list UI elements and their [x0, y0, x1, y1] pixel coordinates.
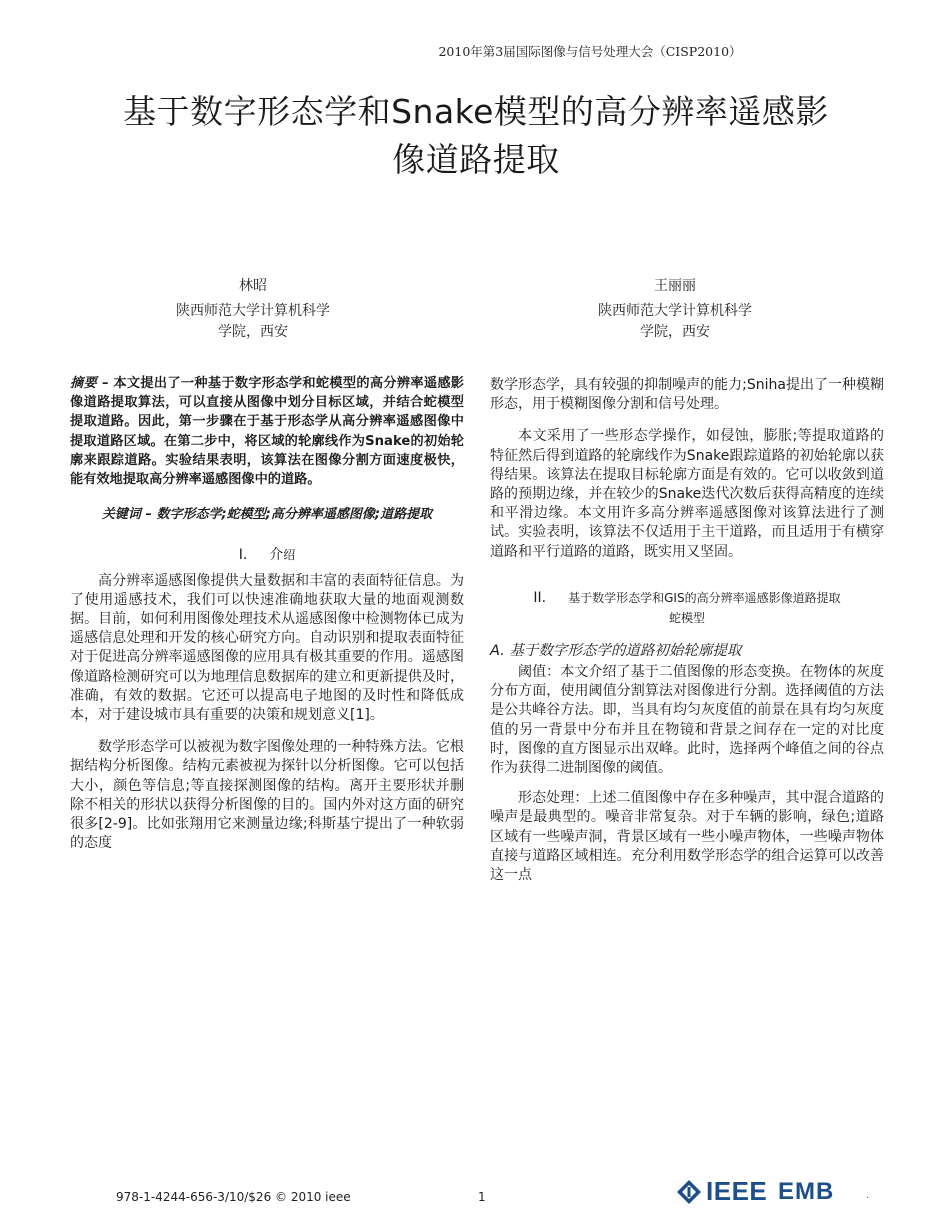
paper-title-line2: 像道路提取	[392, 140, 560, 179]
emb-logo: EMB	[778, 1178, 835, 1205]
abstract-label: 摘要	[70, 376, 97, 391]
author-name: 林昭	[239, 278, 267, 294]
section-heading-intro	[70, 546, 464, 565]
right-paragraph-2: 本文采用了一些形态学操作，如侵蚀，膨胀;等提取道路的特征然后得到道路的轮廓线作为Snake跟踪道路的初始轮廓以获得结果。该算法在提取目标轮廓方面是有效的。它可以收敛到道路的预期边缘，并在较少的Snake迭代次数后获得高精度的连续和平滑边缘。本文用许多高分辨率遥感图像对该算法进行了测试。实验表明，该算法不仅适用于主干道路，而且适用于有横穿道路和平行道路的道路，既实用又坚固。	[490, 428, 884, 560]
right-paragraph-continued: 数学形态学，具有较强的抑制噪声的能力;Sniha提出了一种模糊形态，用于模糊图像分割和信号处理。	[490, 377, 884, 413]
paper-title-line1: 基于数字形态学和Snake模型的高分辨率遥感影	[123, 92, 829, 131]
section-title: 基于数学形态学和GIS的高分辨率遥感影像道路提取	[568, 590, 841, 605]
corner-mark: .	[866, 1190, 870, 1201]
section-heading-2	[490, 588, 884, 628]
section-title-line2: 蛇模型	[668, 610, 705, 625]
right-paragraph-3: 阈值：本文介绍了基于二值图像的形态变换。在物体的灰度分布方面，使用阈值分割算法对图像进行分割。选择阈值的方法是公共峰谷方法。即，当具有均匀灰度值的前景在具有均匀灰度值的另一背景中分布并且在物镜和背景之间存在一定的对比度时，图像的直方图显示出双峰。此时，选择两个峰值之间的谷点作为获得二进制图像的阈值。	[490, 664, 884, 777]
copyright-line: 978-1-4244-656-3/10/$26 © 2010 ieee	[116, 1190, 351, 1204]
author-block-2	[550, 276, 800, 343]
keywords	[70, 505, 464, 524]
author-name: 王丽丽	[654, 278, 696, 294]
intro-paragraph-1: 高分辨率遥感图像提供大量数据和丰富的表面特征信息。为了使用遥感技术，我们可以快速准确地获取大量的地面观测数据。目前，如何利用图像处理技术从遥感图像中检测物体已成为遥感信息处理和开发的核心研究方向。自动识别和提取表面特征对于促进高分辨率遥感图像的应用具有极其重要的作用。遥感图像道路检测研究可以为地理信息数据库的建立和更新提供及时，准确，有效的数据。它还可以提高电子地图的及时性和降低成本，对于建设城市具有重要的决策和规划意义[1]。	[70, 572, 464, 724]
abstract	[70, 374, 464, 489]
abstract-text: – 本文提出了一种基于数字形态学和蛇模型的高分辨率遥感影像道路提取算法，可以直接从图像中划分目标区域，并结合蛇模型提取道路。因此，第一步骤在于基于形态学从高分辨率遥感图像中提取道路区域。在第二步中，将区域的轮廓线作为Snake的初始轮廓来跟踪道路。实验结果表明，该算法在图像分割方面速度极快，能有效地提取高分辨率遥感图像中的道路。	[70, 376, 464, 488]
ieee-logo	[676, 1176, 767, 1207]
paper-title	[60, 88, 892, 184]
section-number: I.	[238, 547, 248, 564]
intro-paragraph-2: 数学形态学可以被视为数字图像处理的一种特殊方法。它根据结构分析图像。结构元素被视为探针以分析图像。它可以包括大小，颜色等信息;等直接探测图像的结构。离开主要形状并删除不相关的形状以获得分析图像的目的。国内外对这方面的研究很多[2-9]。比如张翔用它来测量边缘;科斯基宁提出了一种软弱的态度	[70, 739, 464, 852]
keywords-label: 关键词	[101, 507, 141, 523]
author-affiliation: 学院，西安	[218, 324, 288, 340]
right-paragraph-4: 形态处理：上述二值图像中存在多种噪声，其中混合道路的噪声是最典型的。噪音非常复杂。对于车辆的影响，绿色;道路区域有一些噪声洞，背景区域有一些小噪声物体，一些噪声物体直接与道路区域相连。充分利用数学形态学的组合运算可以改善这一点	[490, 790, 884, 884]
conference-header: 2010年第3届国际图像与信号处理大会（CISP2010）	[438, 44, 742, 59]
left-column	[70, 374, 464, 853]
section-number: II.	[533, 589, 547, 606]
author-block-1	[128, 276, 378, 343]
author-affiliation: 陕西师范大学计算机科学	[598, 303, 752, 319]
keywords-text: – 数字形态学;蛇模型;高分辨率遥感图像;道路提取	[140, 507, 433, 523]
ieee-diamond-icon	[676, 1179, 702, 1205]
author-affiliation: 陕西师范大学计算机科学	[176, 303, 330, 319]
author-affiliation: 学院，西安	[640, 324, 710, 340]
section-title-small: 绍	[283, 548, 296, 563]
page-number: 1	[478, 1190, 486, 1204]
ieee-logo-text: IEEE	[706, 1176, 768, 1206]
section-title: 介	[269, 547, 284, 564]
right-column	[490, 376, 884, 885]
subsection-heading-a: A. 基于数字形态学的道路初始轮廓提取	[490, 642, 742, 659]
